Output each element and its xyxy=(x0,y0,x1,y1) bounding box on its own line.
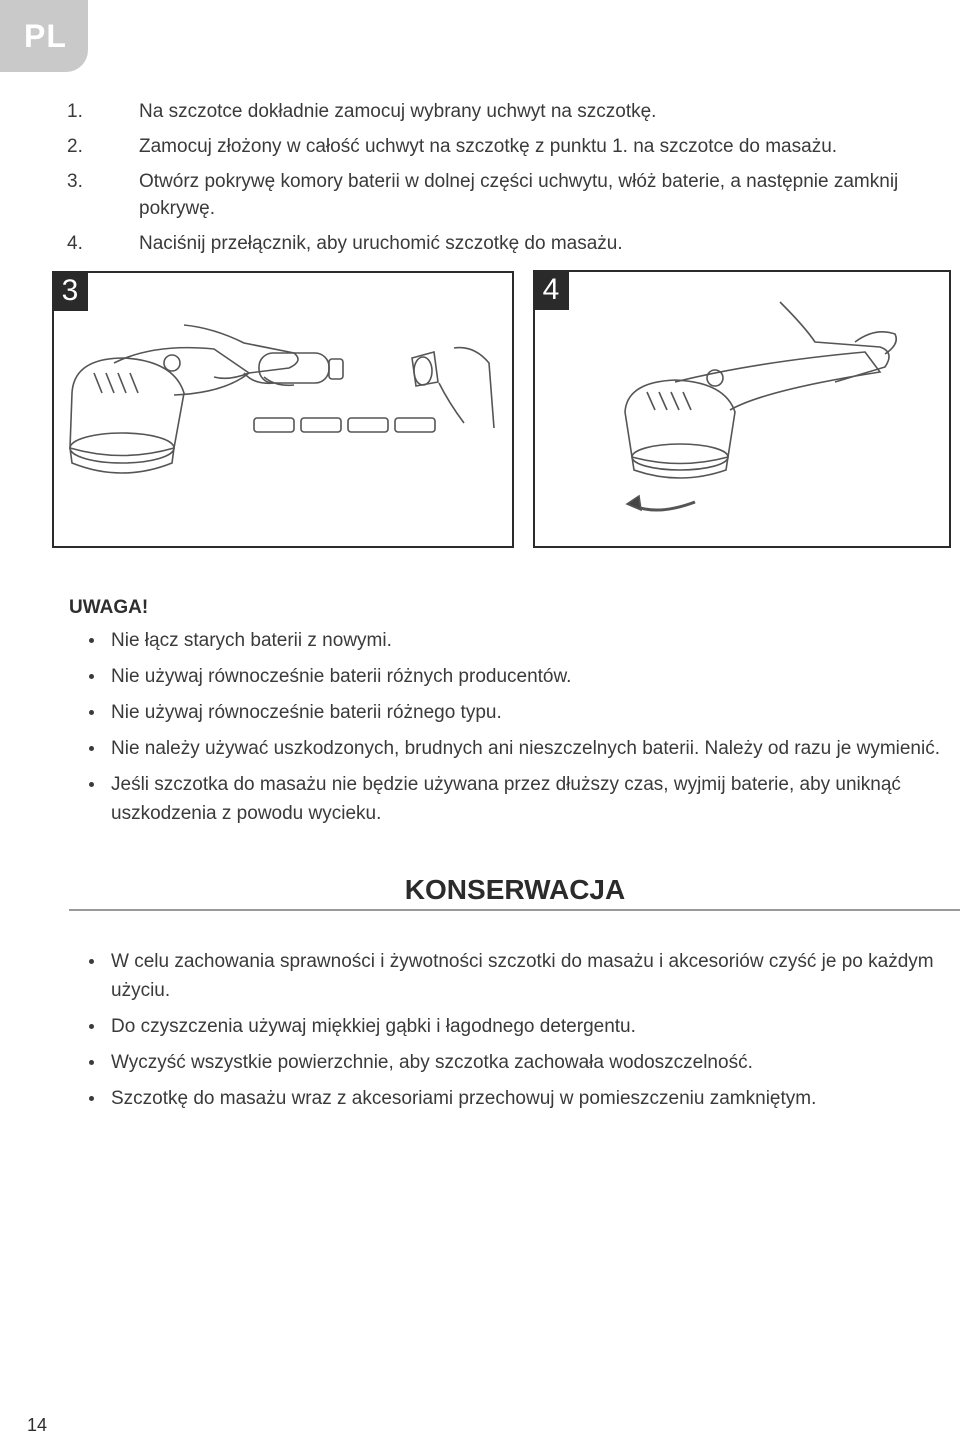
step-item xyxy=(67,133,937,160)
warning-item: Jeśli szczotka do masażu nie będzie używana przez dłuższy czas, wyjmij baterie, aby uniknąć uszkodzenia z powodu wycieku. xyxy=(69,770,949,828)
steps-list xyxy=(67,98,937,265)
section-title: KONSERWACJA xyxy=(404,874,626,905)
maintenance-item: Wyczyść wszystkie powierzchnie, aby szczotka zachowała wodoszczelność. xyxy=(69,1048,960,1077)
page-number: 14 xyxy=(27,1415,48,1435)
maintenance-item: Do czyszczenia używaj miękkiej gąbki i łagodnego detergentu. xyxy=(69,1012,960,1041)
warning-list xyxy=(69,626,949,835)
switch-on-illustration xyxy=(535,272,949,546)
warning-item: Nie łącz starych baterii z nowymi. xyxy=(69,626,949,655)
language-tab xyxy=(0,0,88,72)
step-number: 3. xyxy=(67,171,83,192)
maintenance-item: Szczotkę do masażu wraz z akcesoriami przechowuj w pomieszczeniu zamkniętym. xyxy=(69,1084,960,1113)
step-text: Otwórz pokrywę komory baterii w dolnej części uchwytu, włóż baterie, a następnie zamknij pokrywę. xyxy=(139,171,899,219)
step-number: 4. xyxy=(67,233,83,254)
figure-4-switch-on xyxy=(533,270,951,548)
warning-title: UWAGA! xyxy=(69,597,149,618)
step-number: 1. xyxy=(67,101,83,122)
figure-3-battery-insertion xyxy=(52,271,514,548)
maintenance-item: W celu zachowania sprawności i żywotności szczotki do masażu i akcesoriów czyść je po każdym użyciu. xyxy=(69,947,960,1005)
warning-item: Nie należy używać uszkodzonych, brudnych ani nieszczelnych baterii. Należy od razu je wymienić. xyxy=(69,734,949,763)
step-item xyxy=(67,168,937,222)
warning-item: Nie używaj równocześnie baterii różnych producentów. xyxy=(69,662,949,691)
warning-item: Nie używaj równocześnie baterii różnego typu. xyxy=(69,698,949,727)
step-text: Zamocuj złożony w całość uchwyt na szczotkę z punktu 1. na szczotce do masażu. xyxy=(139,136,838,157)
step-text: Na szczotce dokładnie zamocuj wybrany uchwyt na szczotkę. xyxy=(139,101,657,122)
step-item xyxy=(67,230,937,257)
step-text: Naciśnij przełącznik, aby uruchomić szczotkę do masażu. xyxy=(139,233,623,254)
figure-4-label: 4 xyxy=(533,270,569,310)
maintenance-list xyxy=(69,947,960,1120)
step-item xyxy=(67,98,937,125)
step-number: 2. xyxy=(67,136,83,157)
figure-3-label: 3 xyxy=(52,271,88,311)
battery-insertion-illustration xyxy=(54,273,512,546)
language-code: PL xyxy=(24,18,67,54)
section-divider xyxy=(69,909,960,911)
